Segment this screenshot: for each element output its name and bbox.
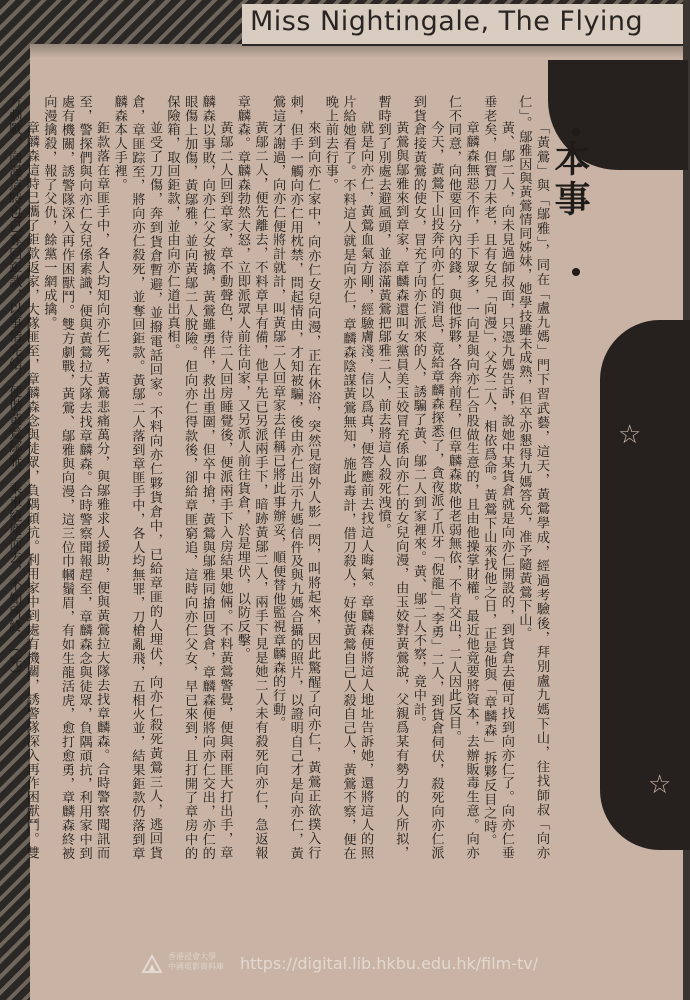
star-icon: ☆ <box>648 770 672 800</box>
story-paragraph: 黃鄔二人回到章家，章不動聲色，待二人回房睡覺後，便派兩手下入房結果她倆。不料黃鶯警覺，便與兩匪大打出手，章麟森以事敗，向亦仁父女被擒，黃鶯雖勇伴，救出重圍，但卒中搶，黃鶯與鄔雅同搶回貨倉，章麟森便將向亦仁交出，亦仁的眼傷上加傷，黃鄔雅，並向黃鄔二人脫險。但向亦仁得款後，卻給章匪窮追，這時向亦仁父女，早已來到，且打開了章房中的保險箱，取回鉅款，並由向亦仁道出真相。 <box>164 95 233 860</box>
story-paragraph: 「黃鶯」與「鄔雅」，同在「盧九媽」門下習武藝，這天，黃鶯學成，經過考驗後，拜別盧九媽下山，往找師叔「向亦仁」。鄔雅因與黃鶯情同姊妹，她學技雖未成熟，但卒亦懇得九媽答允，准予隨黃鶯下山。 <box>516 95 549 860</box>
watermark-org-line2: 中國電影資料庫 <box>168 962 224 971</box>
section-heading: 本事 <box>549 140 590 220</box>
story-paragraph: 黃鶯與鄔雅來到章家，章麟森還叫女黨員美玉姣冒充係向亦仁的女兒向漫，由玉姣對黃鶯說，父親爲某有勢力的人所拟，暫時到了別處去避風頭，並添滿黃鶯把鄔雅二人，前去將這人殺死洩憤。 <box>375 95 409 860</box>
bullet-dot-icon <box>572 268 580 276</box>
story-paragraph: 黃、鄔二人，向未見過師叔面，只憑九媽告訴，說她中某貨倉就是向亦仁開設的，到貨倉去便可找到向亦仁了。向亦仁垂垂老矣，但寶刀未老，且有女兒「向漫」，父女二人，相依爲命。黃鶯下山來找他之日，正是他與「章麟森」拆夥反目之時。 <box>481 95 514 860</box>
watermark-org <box>168 952 238 972</box>
decorative-silhouette-right <box>600 320 690 850</box>
page-title: Miss Nightingale, The Flying <box>250 6 644 37</box>
bullet-dot-icon <box>572 128 580 136</box>
watermark-url[interactable]: https://digital.lib.hkbu.edu.hk/film-tv/ <box>240 954 539 973</box>
story-paragraph: 並受了刀傷，奔到貨倉暫避，並撥電話回家。不料向亦仁夥貨倉中，已給章匪的人埋伏，向亦仁殺死黃鶯三人，逃回貨倉，章匪踪至，將向亦仁殺死，並奪回鉅款。黃鄔二人落到章匪手中，各人均無罪，刀槍亂飛，五相火並，結果鉅款仍落到章麟森本人手裡。 <box>111 95 162 860</box>
watermark <box>140 950 540 980</box>
story-paragraph: 章麟森無惡不作，手下眾多，一向是與向亦仁合股做生意的，且由他操掌財權。最近他竟要將資本，去辦販毒生意。向亦仁不同意，向他要回分內的錢，與他拆夥，各奔前程，但章麟森欺他老弱無依，不肯交出，二人因此反目。 <box>446 95 479 860</box>
story-paragraph: 就是向亦仁，黃鶯血氣方剛，經驗膚淺，信以爲真，便答應前去找這人晦氣。章麟森便將這人地址告訴她，還將這人的照片給她看了。不料這人就是向亦仁，章麟森陰謀黃鶯無知，施此毒計，借刀殺人，好使黃鶯自己人殺自己人，黃鶯不察，便在晚上前去行事。 <box>322 95 374 860</box>
story-paragraph: 鉅款落在章匪手中，各人均知向亦仁死，黃鶯悲痛萬分，與鄔雅求人援助，便與黃鶯拉大隊去找章麟森。合時警察聞訊而至，警探們與向亦仁女兒係素識，便與黃鶯拉大隊去找章麟森。合時警察聞報趕至，章麟森念與徒眾，負隅頑抗，利用家中到處有機關，誘警隊深入再作困獸鬥。雙方劇戰，黃鶯、鄔雅與向漫，這三位巾幗鬚眉，有如生龍活虎，愈打愈勇，章麟森終被向漫擒殺，報了父仇，餘黨一網成擒。 <box>41 95 110 860</box>
story-paragraph: 章麟森這時已攜了鉅款返家，大隊匪至，章麟森念與徒眾，負隅頑抗。利用家中到處有機關，誘警隊深入再作困獸鬥。雙方劇戰，向漫這時也已奪回鉅款，以事情完結，便偕黃鶯鄔雅，乘車絕塵而去，不知所終。（完） <box>6 95 39 860</box>
paper-shadow <box>30 44 683 58</box>
watermark-org-line1: 香港浸會大學 <box>168 952 216 961</box>
story-paragraph: 來到向亦仁家中，向亦仁女兒向漫，正在休浴，突然見窗外人影一閃，叫將起來，因此驚醒了向亦仁，黃鶯正欲撲入行刺，但手一觸向亦仁用枕禁，問起情由，才知被騙，後由亦仁出示九媽信件及與九媽合攝的照片，以證明自己才是向亦仁，黃鶯這才謝過，向亦仁便將計就計，叫黃鄔二人回章家去佯稱已將此事辦妥，順便替他監視章麟森的行動。 <box>270 95 321 860</box>
story-paragraph: 黃鄔二人，便先離去，不料章早有備，他早先已另派兩手下，暗跡黃鄔二人，兩手下見是她二人未有殺死向亦仁，急返報章麟森。章麟森勃然大怒，立即派眾人前往向家，又另派人前往貨倉，於是埋伏，以防反擊。 <box>234 95 268 860</box>
library-logo-icon <box>140 952 164 976</box>
title-banner <box>242 4 683 46</box>
star-icon: ☆ <box>618 420 642 450</box>
story-text <box>6 95 550 860</box>
story-paragraph: 今天，黃鶯下山投奔向亦仁的消息，竟給章麟森探悉了，貪夜派了爪牙「倪龍」「李勇」二人，到貨倉伺伏，殺死向亦仁派到貨倉接黃鶯的使女，冒充了向亦仁派來的人，誘騙了黃、鄔二人到家裡來。黃、鄔二人不察，竟中計。 <box>410 95 444 860</box>
